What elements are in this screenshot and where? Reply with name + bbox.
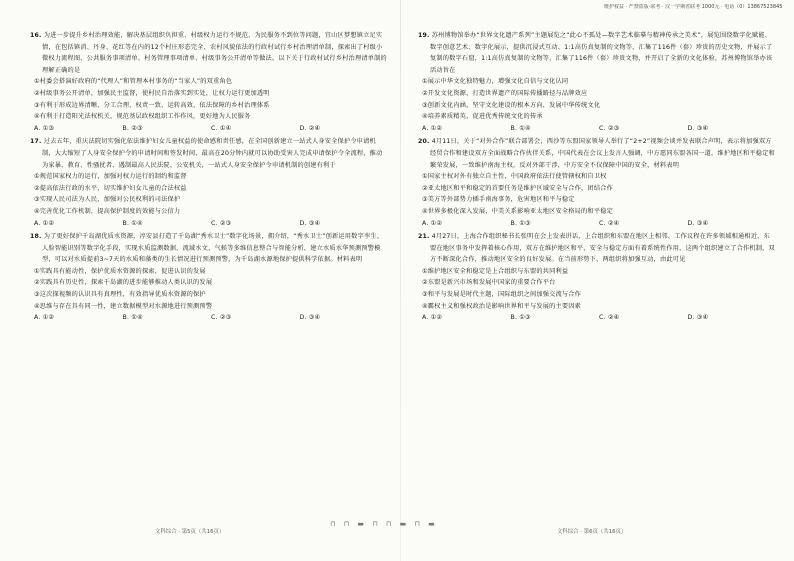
option-c: C. ②③ (211, 314, 232, 322)
question-number: 20. (418, 138, 430, 146)
answer-options (418, 312, 776, 324)
question-number: 16. (30, 32, 42, 39)
option-c: C. ②③ (599, 124, 620, 132)
option-d: D. ③④ (687, 314, 709, 322)
alignment-marks: ⊓ ⊓ ▬ ⊓ ⊓ ▬ ⊓ ▬ (330, 520, 438, 528)
question-16 (30, 30, 388, 134)
statement: ④培养素质精英，促进优秀传统文化的传承 (422, 113, 543, 121)
option-d: D. ③④ (299, 219, 321, 227)
question-18 (30, 231, 388, 324)
statement: ④世界多极化深入发展，中美关系影响亚太地区安全格局的和平稳定 (422, 207, 613, 215)
answer-options (30, 218, 388, 230)
question-stem: 苏州博物馆举办“世界文化遗产系列”主题展览之“此心不孤处—数字艺术临摹与精神传承之美术”，展览围绕数字化赋能、数字创意艺术、数字化展示，提供沉浸式互动、1:1高仿真复制的文物等，汇集了116件（套）珍贵的历史文物，并展示了复制的数字石窟，1:1高仿真复制的文物等，汇集了116件（套）珍贵文物，并开启了全新的文化体验，苏州博物馆举办该活动旨在 (430, 32, 773, 74)
statement: ③和平与发展是时代主题，国际组织之间加强交流与合作 (422, 291, 582, 299)
option-c: C. ②③ (211, 219, 232, 227)
left-column (30, 30, 388, 520)
answer-options (418, 218, 776, 230)
question-21 (418, 231, 776, 324)
statement: ②提高依法行政的水平，切实维护妇女儿童的合法权益 (34, 184, 187, 192)
option-d: D. ③④ (299, 314, 321, 322)
option-a: A. ①② (34, 219, 55, 227)
option-b: B. ①③ (510, 219, 531, 227)
question-stem: 过去五年，重庆法院切实强化依法维护妇女儿童权益的使命感和责任感，在全国创新建立一站式人身安全保护令申请机制，大大缩短了人身安全保护令的申请时间和签发时间，最高在20分钟内就可以协助受害人完成申请保护令全流程，推动为家暴、教育、性骚扰者、遇制最高人民法院、公安机关，一站式人身安全保护令申请机制的创建有利于 (42, 138, 383, 169)
statement: ①展示中华文化独特魅力，增强文化自信与文化认同 (422, 78, 569, 86)
answer-options (418, 123, 776, 135)
footer-page-label-left: 文科综合 · 第5页（共16页） (155, 529, 225, 535)
statement: ②开发文化资源，打造世界遗产的国际传播路径与品牌效应 (422, 89, 588, 97)
option-b: B. ①③ (510, 314, 531, 322)
header-note: 维护权益 · 严禁盗版·联考 · 汉一学期省联考 1000元 · 电话（0）13867523845 (604, 4, 783, 10)
statement: ④完善优化工作机制，提高保护制度的效能与公信力 (34, 207, 181, 215)
option-a: A. ①③ (34, 124, 55, 132)
question-number: 21. (418, 233, 430, 241)
option-b: B. ①④ (510, 124, 531, 132)
option-a: A. ①② (422, 124, 443, 132)
option-c: C. ②④ (599, 314, 620, 322)
statement: ③实现人民司法为人民，加强对公民权利的司法保护 (34, 196, 181, 204)
statement: ①国家主权对外有独立自主性，中国政府依法行使管辖权和自卫权 (422, 173, 607, 181)
page-fold-divider (400, 0, 401, 561)
statement: ④霸权主义和强权政治是影响世界和平与发展的主要因素 (422, 302, 582, 310)
statement: ③美方等外部势力插手南海事务，危害地区和平与稳定 (422, 196, 575, 204)
question-17 (30, 136, 388, 229)
question-number: 17. (30, 138, 42, 146)
option-c: C. ①④ (211, 124, 232, 132)
option-a: A. ①② (34, 314, 55, 322)
option-b: B. ②③ (122, 124, 143, 132)
option-c: C. ②④ (599, 219, 620, 227)
statement: ②东盟是新兴市场和发展中国家的重要合作平台 (422, 279, 556, 287)
statement: ④有利于打造阳光法权机关，规范基层政权组织工作作风，更好地为人民服务 (34, 113, 251, 121)
question-stem: 为进一步提升乡村治理效能，解决基层组织负担重、村级权力运行不规范、为民服务不到位等问题，宜山区梦想镇立足实情，在包括镇消、丹身、花红等在内的12个村庄形态完全、农村风貌依法的行政村试行乡村治理清单制，探索出了村级小微权力流程图、公共服务事项清单、村务管理事项清单、村级事务公开清单等做法。以下关于行政村试行乡村治理清单制的理解正确的是 (42, 32, 387, 74)
question-number: 19. (418, 32, 430, 39)
question-stem: 4月27日，上海合作组织秘书长张明在会上发表讲话，上合组织和东盟在地区上相邻、工作议程在许多领域相通相近、东盟在地区事务中发挥着核心作用，双方在维护地区和平、安全与稳定方面有着系统性作用，这两个组织建立了合作机制，双方不断深化合作，推动地区安全的良好发展。在当前形势下，两组织将加强互动，由此可见 (430, 233, 775, 264)
question-stem: 为了更好保护千岛湖优质水资源，淳安县打造了千岛湖“秀水卫士”数字化场景，拥介绍，“秀水卫士”创新运用数字孪生、人脸智能识别等数字化手段，实现水质监测数据、流域水文、气候等多维信息整合与智能分析，建立水质水华预测预警模型，可以对水质提前3~7天的水质和藻类的生长情况进行预测预警，为千岛湖水源地保护提供科学依据。材料表明 (42, 233, 384, 264)
statement: ①实践具有能动性，保护优质水资源的探索，促进认识的发展 (34, 267, 206, 275)
option-d: D. ③④ (687, 124, 709, 132)
right-column (418, 30, 776, 520)
option-a: A. ①② (422, 219, 443, 227)
statement: ②实践具有历史性，探索千岛湖的进步能够推动人类认识的发展 (34, 279, 213, 287)
answer-options (30, 312, 388, 324)
statement: ①规范国家权力的运行，加强对权力运行的制约和监督 (34, 173, 187, 181)
statement: ①村委会搭演好政府的“代理人”和管理本村事务的“当家人”的双重角色 (34, 78, 233, 86)
statement: ②村级事务公开清单，加强民主监督，使村民自治落实到实处，让权力运行更加透明 (34, 89, 270, 97)
option-a: A. ①② (422, 314, 443, 322)
statement: ②亚太地区和平和稳定的首要任务是维护区域安全与合作，团结合作 (422, 184, 613, 192)
answer-options (30, 123, 388, 135)
option-d: D. ③④ (687, 219, 709, 227)
statement: ③这次探视频的认识具有真理性，有效指导优质水资源的保护 (34, 291, 206, 299)
statement: ④思维与存在具有同一性，建立数据模型对水源地进行预测预警 (34, 302, 213, 310)
question-20 (418, 136, 776, 229)
question-stem: 4月11日，关于“对外合作”联合部署会，西沙等东盟国家领导人举行了“2+2”视频会谈并发表联合声明，表示将加强双方经贸合作和建设双方全面战略合作伙伴关系，中国代表在会议上发言人强调，中方愿同东盟各国一道，维护地区和平稳定和繁荣发展，一致维护南海主权，反对外部干涉，中方安全不仅保障中国的安全，材料表明 (430, 138, 775, 169)
question-number: 18. (30, 233, 42, 241)
statement: ③有利于形成边界清晰、分工合理、权责一致、运转高效、依法保障的乡村治理体系 (34, 101, 270, 109)
statement: ③创新文化内涵，坚守文化建设的根本方向，发展中华传统文化 (422, 101, 601, 109)
statement: ①维护地区安全和稳定是上合组织与东盟的共同利益 (422, 267, 569, 275)
option-d: D. ②④ (299, 124, 321, 132)
option-b: B. ①④ (122, 219, 143, 227)
option-b: B. ①④ (122, 314, 143, 322)
footer-page-label-right: 文科综合 · 第6页（共16页） (557, 529, 627, 535)
question-19 (418, 30, 776, 134)
